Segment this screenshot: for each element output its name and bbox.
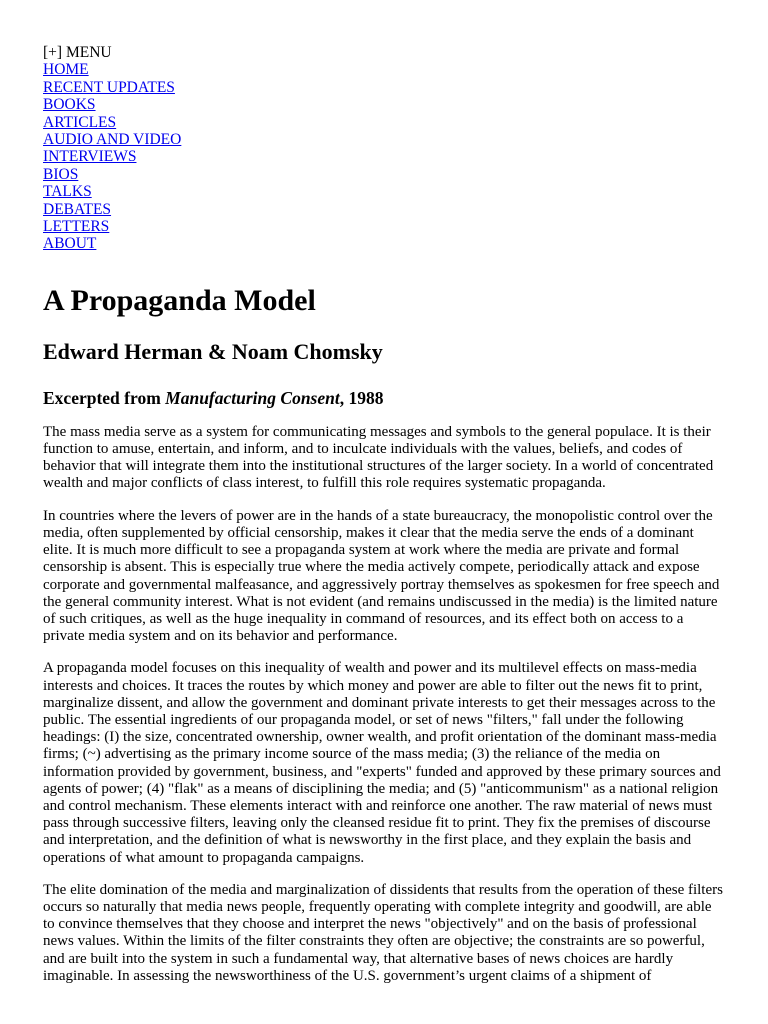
- source-book-title: Manufacturing Consent: [165, 387, 340, 408]
- menu-item-recent-updates[interactable]: RECENT UPDATES: [43, 78, 175, 96]
- menu-item-articles[interactable]: ARTICLES: [43, 113, 117, 131]
- menu-toggle[interactable]: [+] MENU: [43, 44, 112, 61]
- menu-item-bios[interactable]: BIOS: [43, 165, 79, 183]
- paragraph-3: A propaganda model focuses on this inequality of wealth and power and its multilevel effects on mass-media interests and choices. It traces the routes by which money and power are able to filter out the news fit to print, marginalize dissent, and allow the government and dominant private interests to get their messages across to the public. The essential ingredients of our propaganda model, or set of news "filters," fall under the following headings: (I) the size, concentrated ownership, owner wealth, and profit orientation of the dominant mass-media firms; (~) advertising as the primary income source of the mass media; (3) the reliance of the media on information provided by government, business, and "experts" funded and approved by these primary sources and agents of power; (4) "flak" as a means of disciplining the media; and (5) "anticommunism" as a national religion and control mechanism. These elements interact with and reinforce one another. The raw material of news must pass through successive filters, leaving only the cleansed residue fit to print. They fix the premises of discourse and interpretation, and the definition of what is newsworthy in the first place, and they explain the basis and operations of what amount to propaganda campaigns.: [43, 660, 721, 866]
- article: [43, 284, 725, 985]
- article-authors: Edward Herman & Noam Chomsky: [43, 338, 383, 364]
- menu-item-about[interactable]: ABOUT: [43, 235, 97, 253]
- paragraph-4: The elite domination of the media and marginalization of dissidents that results from the operation of these filters occurs so naturally that media news people, frequently operating with complete integrity and goodwill, are able to convince themselves that they choose and interpret the news "objectively" and on the basis of professional news values. Within the limits of the filter constraints they often are objective; the constraints are so powerful, and are built into the system in such a fundamental way, that alternative bases of news choices are hardly imaginable. In assessing the newsworthiness of the U.S. government’s urgent claims of a shipment of: [43, 881, 723, 984]
- menu-item-audio-and-video[interactable]: AUDIO AND VIDEO: [43, 131, 182, 149]
- menu-item-home[interactable]: HOME: [43, 61, 89, 79]
- menu-item-debates[interactable]: DEBATES: [43, 200, 112, 218]
- article-source: [43, 388, 725, 408]
- menu-item-letters[interactable]: LETTERS: [43, 218, 110, 236]
- paragraph-1: The mass media serve as a system for communicating messages and symbols to the general populace. It is their function to amuse, entertain, and inform, and to inculcate individuals with the values, beliefs, and codes of behavior that will integrate them into the institutional structures of the larger society. In a world of concentrated wealth and major conflicts of class interest, to fulfill this role requires systematic propaganda.: [43, 423, 714, 492]
- paragraph-2: In countries where the levers of power are in the hands of a state bureaucracy, the monopolistic control over the media, often supplemented by official censorship, makes it clear that the media serve the ends of a dominant elite. It is much more difficult to see a propaganda system at work where the media are private and formal censorship is absent. This is especially true where the media actively compete, periodically attack and expose corporate and governmental malfeasance, and aggressively portray themselves as spokesmen for free speech and the general community interest. What is not evident (and remains undiscussed in the media) is the limited nature of such critiques, as well as the huge inequality in command of resources, and its effect both on access to a private media system and on its behavior and performance.: [43, 507, 720, 645]
- source-suffix: , 1988: [339, 387, 384, 408]
- source-prefix: Excerpted from: [43, 387, 166, 408]
- site-menu: [43, 44, 725, 253]
- menu-item-books[interactable]: BOOKS: [43, 96, 96, 114]
- menu-item-interviews[interactable]: INTERVIEWS: [43, 148, 137, 166]
- article-title: A Propaganda Model: [43, 283, 316, 317]
- menu-item-talks[interactable]: TALKS: [43, 183, 92, 201]
